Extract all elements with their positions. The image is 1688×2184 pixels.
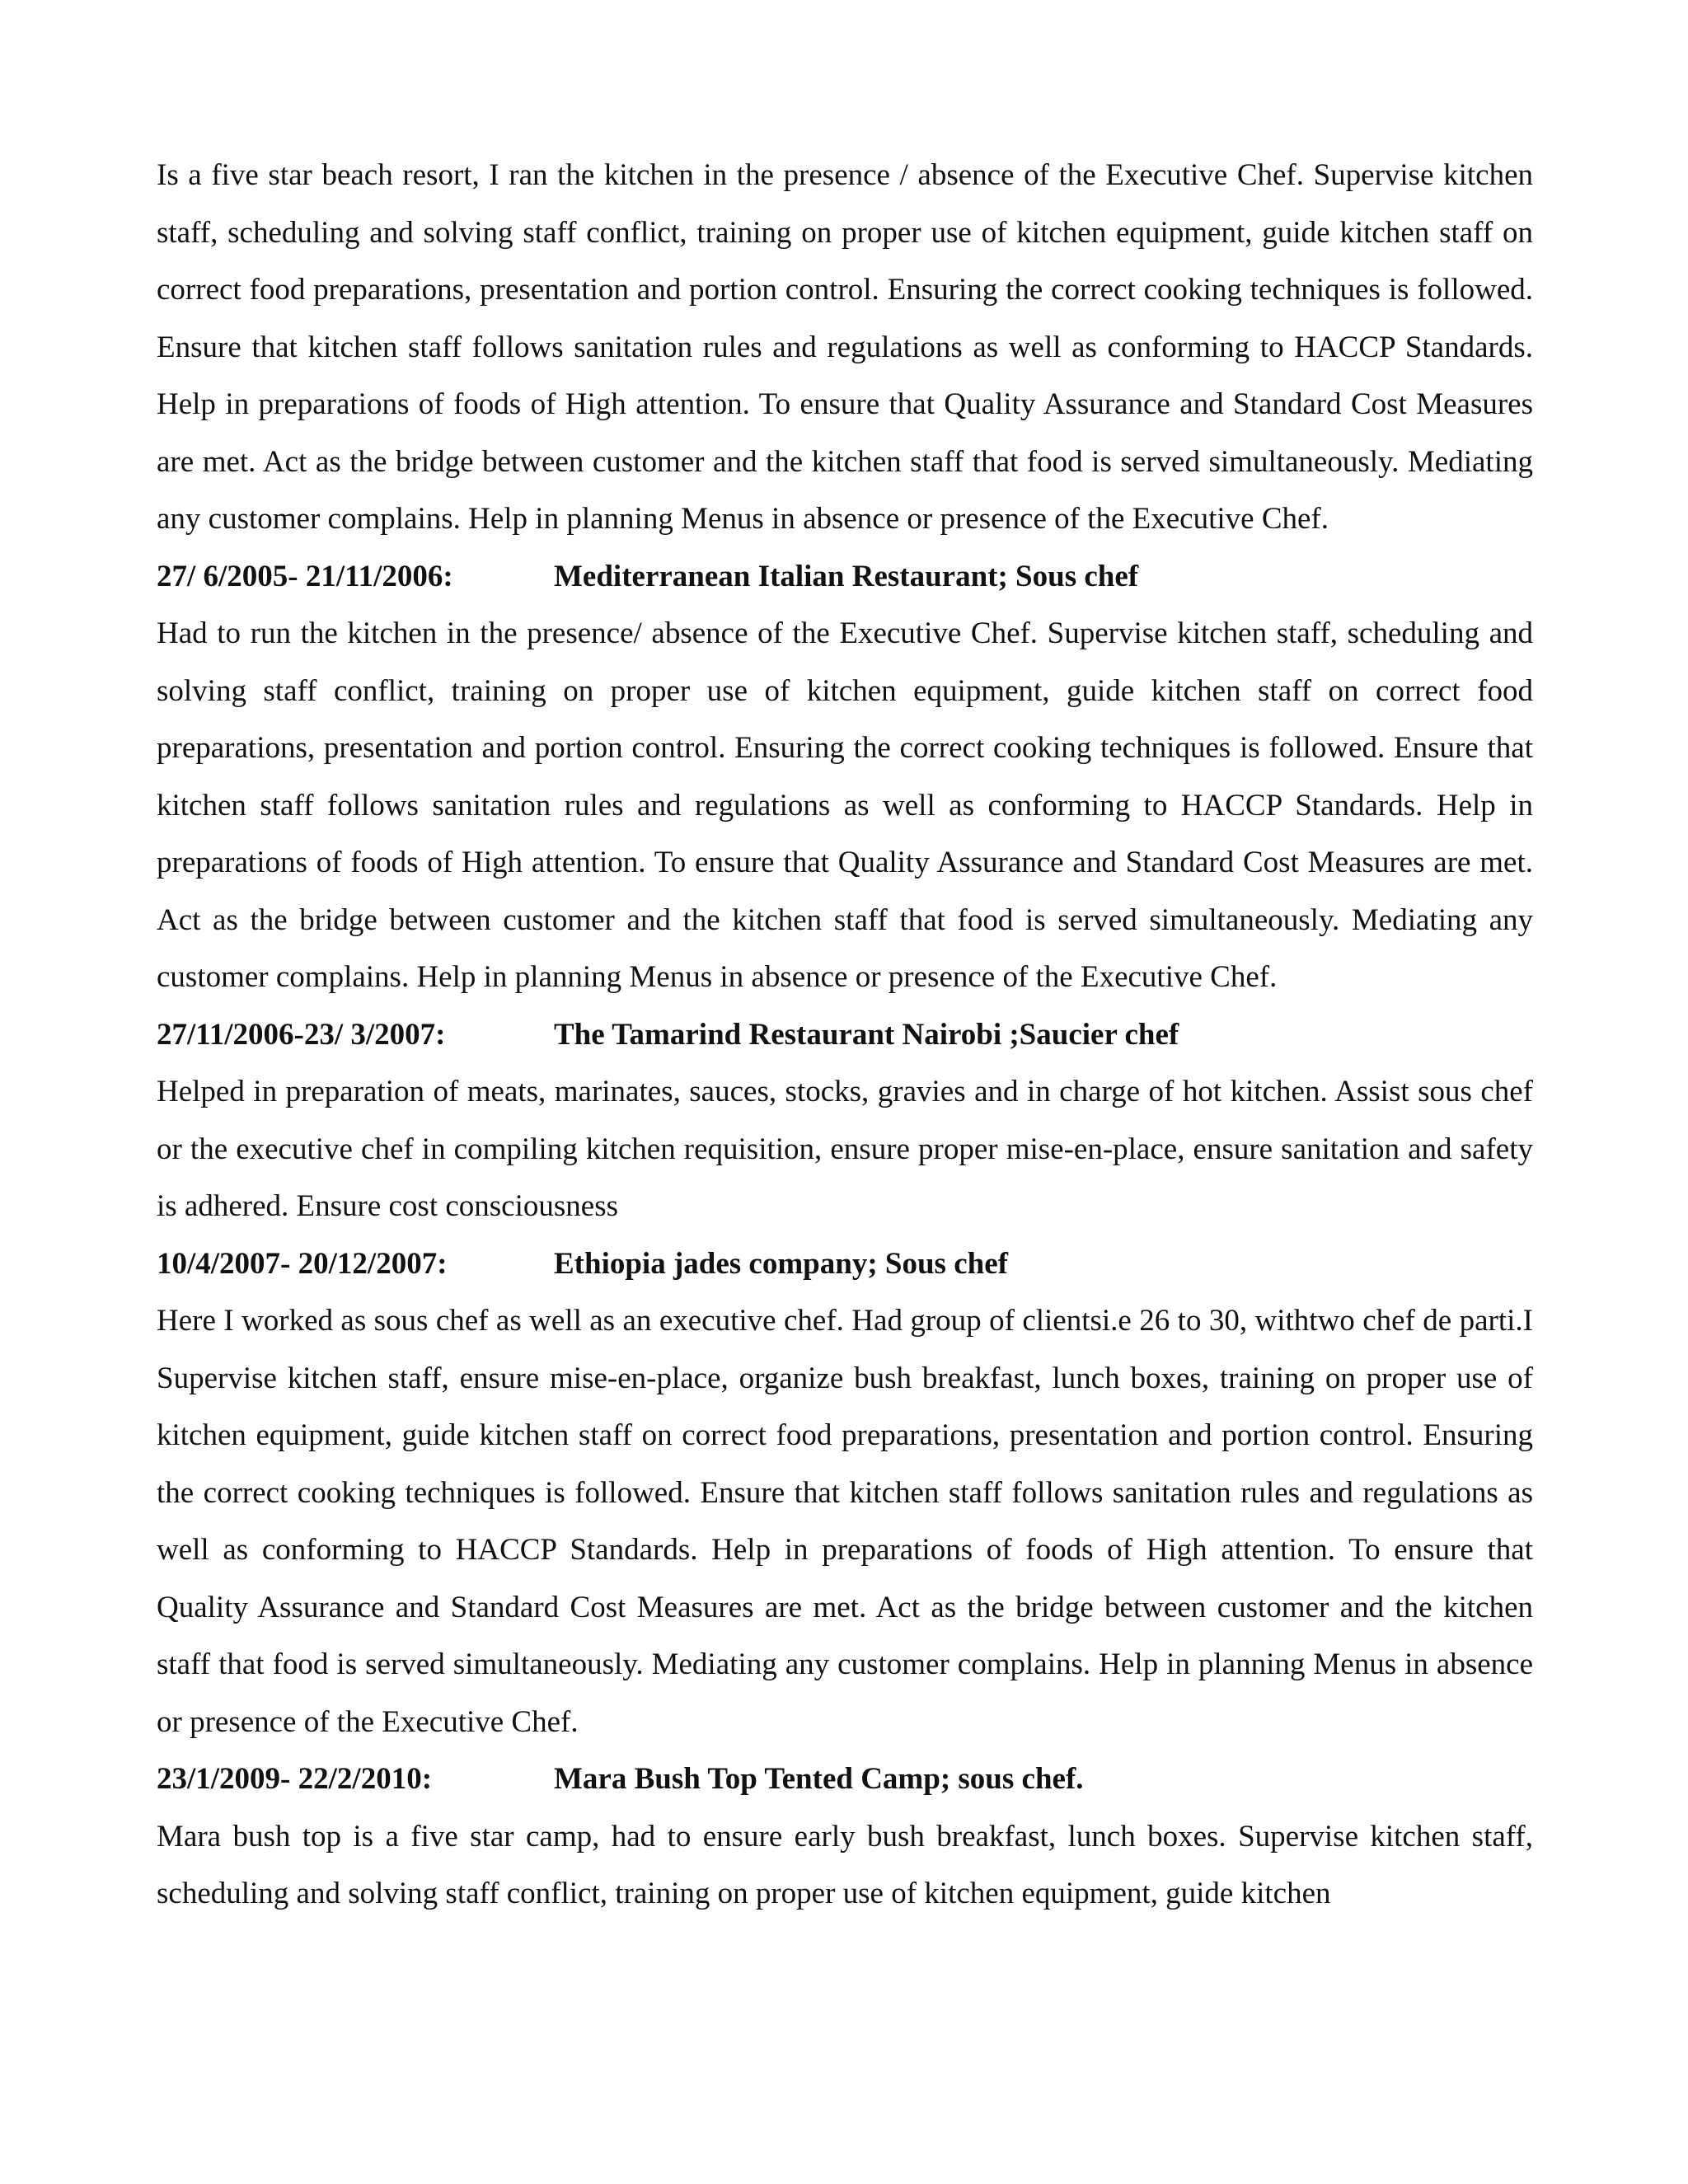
- resume-page: [157, 147, 1533, 1923]
- job-heading: [157, 1006, 1533, 1064]
- job-heading: [157, 1750, 1533, 1808]
- job-employer-title: Mara Bush Top Tented Camp; sous chef.: [554, 1762, 1084, 1796]
- job-dates: 23/1/2009- 22/2/2010:: [157, 1762, 433, 1796]
- job-employer-title: The Tamarind Restaurant Nairobi ;Saucier chef: [554, 1017, 1179, 1052]
- job-description: Had to run the kitchen in the presence/ absence of the Executive Chef. Supervise kitchen staff, scheduling and solving staff conflict, training on proper use of kitchen equipment, guide kitchen staff on correct food preparations, presentation and portion control. Ensuring the correct cooking techniques is followed. Ensure that kitchen staff follows sanitation rules and regulations as well as conforming to HACCP Standards. Help in preparations of foods of High attention. To ensure that Quality Assurance and Standard Cost Measures are met. Act as the bridge between customer and the kitchen staff that food is served simultaneously. Mediating any customer complains. Help in planning Menus in absence or presence of the Executive Chef.: [157, 616, 1533, 994]
- job-dates: 27/11/2006-23/ 3/2007:: [157, 1017, 446, 1052]
- intro-paragraph: Is a five star beach resort, I ran the kitchen in the presence / absence of the Executive Chef. Supervise kitchen staff, scheduling and solving staff conflict, training on proper use of kitchen equipment, guide kitchen staff on correct food preparations, presentation and portion control. Ensuring the correct cooking techniques is followed. Ensure that kitchen staff follows sanitation rules and regulations as well as conforming to HACCP Standards. Help in preparations of foods of High attention. To ensure that Quality Assurance and Standard Cost Measures are met. Act as the bridge between customer and the kitchen staff that food is served simultaneously. Mediating any customer complains. Help in planning Menus in absence or presence of the Executive Chef.: [157, 158, 1533, 536]
- job-description: Helped in preparation of meats, marinates, sauces, stocks, gravies and in charge of hot kitchen. Assist sous chef or the executive chef in compiling kitchen requisition, ensure proper mise-en-place, ensure sanitation and safety is adhered. Ensure cost consciousness: [157, 1075, 1533, 1223]
- job-description: Mara bush top is a five star camp, had to ensure early bush breakfast, lunch boxes. Supervise kitchen staff, scheduling and solving staff conflict, training on proper use of kitchen equipment, guide kitchen: [157, 1819, 1533, 1910]
- job-dates: 27/ 6/2005- 21/11/2006:: [157, 559, 453, 593]
- job-description: Here I worked as sous chef as well as an executive chef. Had group of clientsi.e 26 to 30, withtwo chef de parti.I Supervise kitchen staff, ensure mise-en-place, organize bush breakfast, lunch boxes, training on proper use of kitchen equipment, guide kitchen staff on correct food preparations, presentation and portion control. Ensuring the correct cooking techniques is followed. Ensure that kitchen staff follows sanitation rules and regulations as well as conforming to HACCP Standards. Help in preparations of foods of High attention. To ensure that Quality Assurance and Standard Cost Measures are met. Act as the bridge between customer and the kitchen staff that food is served simultaneously. Mediating any customer complains. Help in planning Menus in absence or presence of the Executive Chef.: [157, 1304, 1533, 1739]
- job-employer-title: Mediterranean Italian Restaurant; Sous chef: [554, 559, 1139, 593]
- job-heading: [157, 1235, 1533, 1293]
- job-dates: 10/4/2007- 20/12/2007:: [157, 1246, 448, 1281]
- job-employer-title: Ethiopia jades company; Sous chef: [554, 1246, 1008, 1281]
- job-heading: [157, 548, 1533, 606]
